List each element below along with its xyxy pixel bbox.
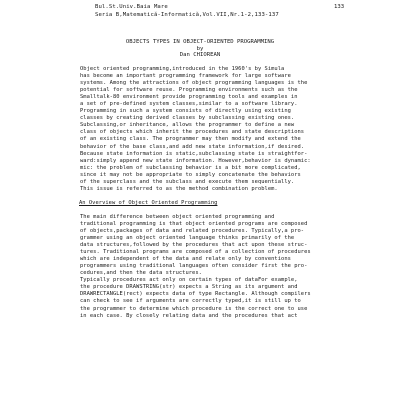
page-number: 133: [334, 4, 345, 10]
text-line: cedures,and then the data structures.: [80, 270, 202, 277]
section-gap: [80, 193, 356, 200]
text-line: grammer using an object oriented language thinks primarily of the: [80, 235, 295, 242]
text-line: ward:simply append new state information. However,behavior is dynamic:: [80, 157, 311, 164]
paper-body: [80, 66, 356, 320]
text-line: of objects,packages of data and related procedures. Typically,a pro-: [80, 227, 305, 234]
text-line: Object oriented programming,introduced in the 1960's by Simula: [80, 66, 285, 72]
paragraph-3: [80, 214, 356, 277]
text-line: mic: the problem of subclassing behavior is a bit more complicated,: [80, 164, 301, 171]
text-line: The main difference between object oriented programming and: [80, 213, 275, 220]
journal-name: Bul.St.Univ.Baia Mare: [95, 4, 168, 10]
text-line: a set of pre-defined system classes,similar to a software library.: [80, 101, 298, 108]
section-heading: An Overview of Object Oriented Programming: [79, 199, 218, 206]
paper-title: OBJECTS TYPES IN OBJECT-ORIENTED PROGRAMMING: [125, 39, 275, 45]
text-line: has become an important programming framework for large software: [80, 73, 291, 80]
text-line: systems. Among the attractions of object programming languages is the: [80, 80, 308, 87]
journal-series: Seria B,Matematică-Informatică,Vol.VII,Nr.1-2,133-137: [95, 11, 279, 18]
text-line: behavior of the base class,and add new state information,if desired.: [80, 143, 305, 150]
text-line: Programming in such a system consists of directly using existing: [80, 108, 291, 115]
text-line: class of objects which inherit the procedures and state descriptions: [80, 129, 305, 136]
journal-header: [95, 4, 335, 19]
text-line: can check to see if arguments are correctly typed,it is still up to: [80, 298, 301, 305]
author-name: Dan CHIOREAN: [179, 52, 221, 58]
text-line: since it may not be appropriate to simply concatenate the behaviors: [80, 171, 301, 178]
text-line: data structures,followed by the procedures that act upon these struc-: [80, 242, 308, 249]
text-line: the programmer to determine which procedure is the correct one to use: [80, 305, 308, 312]
paragraph-2: [80, 122, 356, 192]
paragraph-1: [80, 66, 356, 122]
text-line: of the superclass and the subclass and execute them sequentially.: [80, 178, 295, 185]
text-line: programmers using traditional languages often consider first the pro-: [80, 263, 308, 270]
text-line: This issue is referred to as the method combination problem.: [80, 185, 278, 192]
text-line: the procedure DRAWSTRING(str) expects a String as its argument and: [80, 284, 298, 291]
byline-by: by: [196, 45, 204, 52]
text-line: classes by creating derived classes by subclassing existing ones.: [80, 115, 295, 122]
text-line: Typically procedures act only on certain types of dataFor example,: [80, 277, 298, 284]
text-line: in each case. By closely relating data and the procedures that act: [80, 312, 298, 319]
text-line: traditional programming is that object oriented programs are composed: [80, 220, 308, 227]
text-line: of an existing class. The programmer may then modify and extend the: [80, 136, 301, 143]
paper-title-block: [0, 39, 400, 59]
text-line: Because state information is static,subclassing state is straightfor-: [80, 150, 308, 157]
paragraph-4: [80, 277, 356, 319]
text-line: Smalltalk-80 environment provide programming tools and examples in: [80, 94, 298, 101]
text-line: tures. Traditional programs are composed of a collection of procedures: [80, 249, 311, 256]
text-line: potential for software reuse. Programming environments such as the: [80, 87, 298, 94]
text-line: DRAWRECTANGLE(rect) expects data of type Rectangle. Although compilers: [80, 291, 311, 298]
section-gap: [80, 207, 356, 214]
text-line: Subclassing,or inheritance, allows the programmer to define a new: [80, 122, 295, 129]
text-line: which are independent of the data and relate only by conventions: [80, 256, 291, 263]
